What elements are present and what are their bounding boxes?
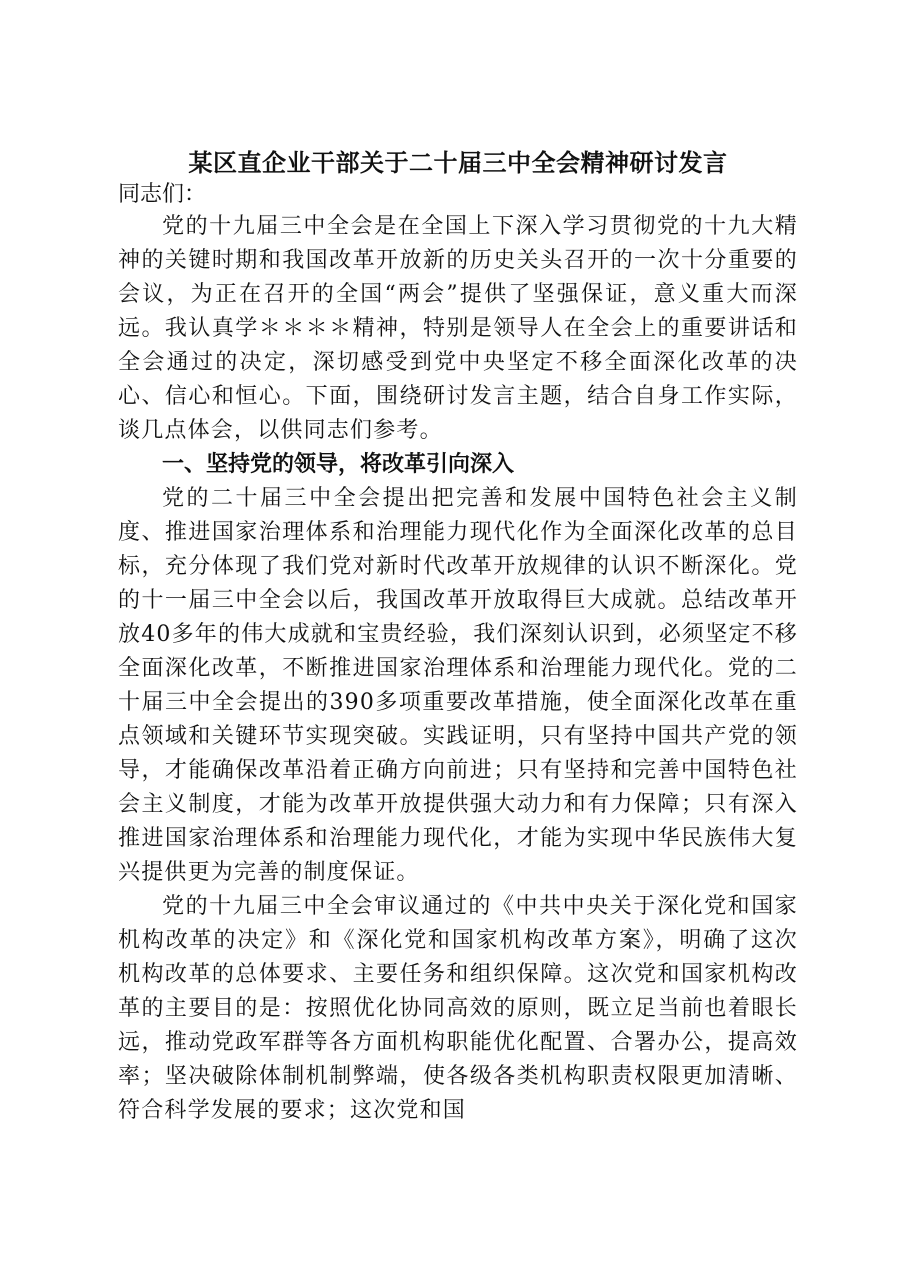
document-title: 某区直企业干部关于二十届三中全会精神研讨发言 xyxy=(188,149,728,177)
salutation: 同志们： xyxy=(118,182,207,207)
section-heading-1: 一、坚持党的领导，将改革引向深入 xyxy=(162,452,515,477)
section1-paragraph-1: 党的二十届三中全会提出把完善和发展中国特色社会主义制度、推进国家治理体系和治理能力现代化作为全面深化改革的总目标，充分体现了我们党对新时代改革开放规律的认识不断深化。党的十一届三中全会以后，我国改革开放取得巨大成就。总结改革开放40多年的伟大成就和宝贵经验，我们深刻认识到，必须坚定不移全面深化改革，不断推进国家治理体系和治理能力现代化。党的二十届三中全会提出的390多项重要改革措施，使全面深化改革在重点领域和关键环节实现突破。实践证明，只有坚持中国共产党的领导，才能确保改革沿着正确方向前进；只有坚持和完善中国特色社会主义制度，才能为改革开放提供强大动力和有力保障；只有深入推进国家治理体系和治理能力现代化，才能为实现中华民族伟大复兴提供更为完善的制度保证。 xyxy=(118,486,798,885)
intro-paragraph: 党的十九届三中全会是在全国上下深入学习贯彻党的十九大精神的关键时期和我国改革开放新的历史关头召开的一次十分重要的会议，为正在召开的全国“两会”提供了坚强保证，意义重大而深远。我认真学＊＊＊＊精神，特别是领导人在全会上的重要讲话和全会通过的决定，深切感受到党中央坚定不移全面深化改革的决心、信心和恒心。下面，围绕研讨发言主题，结合自身工作实际，谈几点体会，以供同志们参考。 xyxy=(118,214,798,443)
document-body xyxy=(118,146,798,1128)
section1-paragraph-2: 党的十九届三中全会审议通过的《中共中央关于深化党和国家机构改革的决定》和《深化党和国家机构改革方案》，明确了这次机构改革的总体要求、主要任务和组织保障。这次党和国家机构改革的主要目的是：按照优化协同高效的原则，既立足当前也着眼长远，推动党政军群等各方面机构职能优化配置、合署办公，提高效率；坚决破除体制机制弊端，使各级各类机构职责权限更加清晰、符合科学发展的要求；这次党和国 xyxy=(118,894,798,1123)
